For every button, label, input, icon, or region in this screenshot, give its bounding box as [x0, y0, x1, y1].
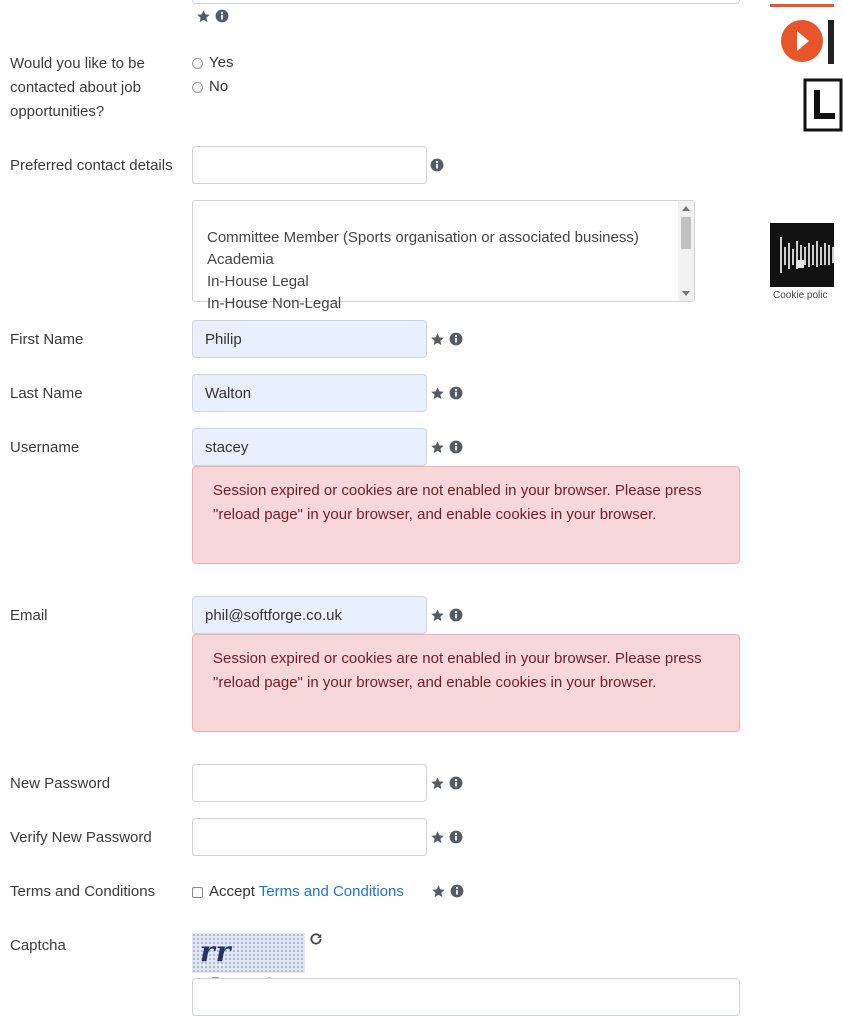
info-icon[interactable] — [449, 830, 463, 844]
star-icon — [430, 830, 445, 845]
email-label: Email — [10, 607, 48, 624]
last-name-icons — [430, 385, 463, 401]
soundwave-icon — [770, 223, 834, 287]
star-icon — [430, 332, 445, 347]
first-name-icons — [430, 331, 463, 347]
first-name-label: First Name — [10, 331, 84, 348]
terms-link[interactable]: Terms and Conditions — [258, 883, 404, 900]
role-option[interactable]: In-House Legal — [207, 273, 309, 290]
star-icon — [430, 386, 445, 401]
first-name-input[interactable] — [192, 320, 427, 358]
last-name-label: Last Name — [10, 385, 83, 402]
contact-question-label: Would you like to be contacted about job opportunities? — [10, 55, 145, 120]
scroll-down-icon[interactable] — [682, 291, 690, 296]
username-input[interactable] — [192, 428, 427, 466]
username-error-alert: Session expired or cookies are not enabled in your browser. Please press "reload page" in your browser, and enable cookies in your browser. — [192, 466, 740, 564]
scroll-up-icon[interactable] — [682, 206, 690, 211]
contact-no-radio[interactable] — [192, 82, 203, 93]
captcha-image — [192, 933, 305, 973]
captcha-label: Captcha — [10, 937, 66, 954]
contact-yes-radio[interactable] — [192, 58, 203, 69]
role-listbox-scrollbar[interactable] — [678, 201, 694, 301]
previous-field-icons — [196, 8, 229, 24]
sidebar-logo-icon[interactable] — [803, 78, 843, 132]
verify-password-input[interactable] — [192, 818, 427, 856]
star-icon — [196, 9, 211, 24]
preferred-contact-icons — [430, 157, 444, 173]
scroll-thumb[interactable] — [681, 217, 691, 249]
contact-yes-label: Yes — [209, 54, 234, 71]
info-icon[interactable] — [449, 776, 463, 790]
refresh-icon[interactable] — [309, 932, 323, 946]
username-icons — [430, 439, 463, 455]
role-option[interactable]: Academia — [207, 251, 274, 268]
info-icon[interactable] — [449, 386, 463, 400]
star-icon — [431, 884, 446, 899]
star-icon — [430, 776, 445, 791]
play-icon[interactable] — [780, 19, 824, 63]
email-icons — [430, 607, 463, 623]
contact-yes-option[interactable] — [192, 52, 233, 74]
info-icon[interactable] — [449, 608, 463, 622]
email-error-alert: Session expired or cookies are not enabled in your browser. Please press "reload page" in your browser, and enable cookies in your browser. — [192, 634, 740, 732]
sidebar-banner-image[interactable] — [770, 223, 834, 287]
terms-accept[interactable] — [192, 880, 404, 904]
captcha-input[interactable] — [192, 978, 740, 1016]
terms-label: Terms and Conditions — [10, 883, 156, 900]
sidebar-top-divider — [770, 4, 834, 7]
contact-no-option[interactable] — [192, 76, 228, 98]
role-option-blank[interactable] — [193, 205, 694, 227]
preferred-contact-input[interactable] — [192, 146, 427, 184]
star-icon — [430, 608, 445, 623]
preferred-contact-label: Preferred contact details — [10, 157, 173, 174]
sidebar-logo-block — [828, 20, 834, 64]
verify-password-icons — [430, 829, 463, 845]
info-icon[interactable] — [430, 158, 444, 172]
info-icon[interactable] — [450, 884, 464, 898]
email-input[interactable] — [192, 596, 427, 634]
terms-checkbox[interactable] — [192, 887, 203, 898]
username-label: Username — [10, 439, 80, 456]
captcha-image-text: rr — [200, 935, 232, 968]
info-icon[interactable] — [449, 332, 463, 346]
terms-accept-text: Accept — [209, 883, 255, 900]
star-icon — [430, 440, 445, 455]
last-name-input[interactable] — [192, 374, 427, 412]
contact-no-label: No — [209, 78, 229, 95]
previous-field[interactable] — [192, 0, 740, 4]
info-icon[interactable] — [449, 440, 463, 454]
new-password-label: New Password — [10, 775, 111, 792]
role-option[interactable]: Committee Member (Sports organisation or associated business) — [207, 229, 639, 246]
role-listbox[interactable] — [192, 200, 695, 312]
role-option[interactable]: In-House Non-Legal — [207, 295, 342, 312]
terms-icons — [431, 883, 464, 899]
new-password-input[interactable] — [192, 764, 427, 802]
new-password-icons — [430, 775, 463, 791]
info-icon[interactable] — [215, 9, 229, 23]
verify-password-label: Verify New Password — [10, 829, 152, 846]
cookie-policy-text[interactable]: Cookie polic — [773, 290, 828, 301]
